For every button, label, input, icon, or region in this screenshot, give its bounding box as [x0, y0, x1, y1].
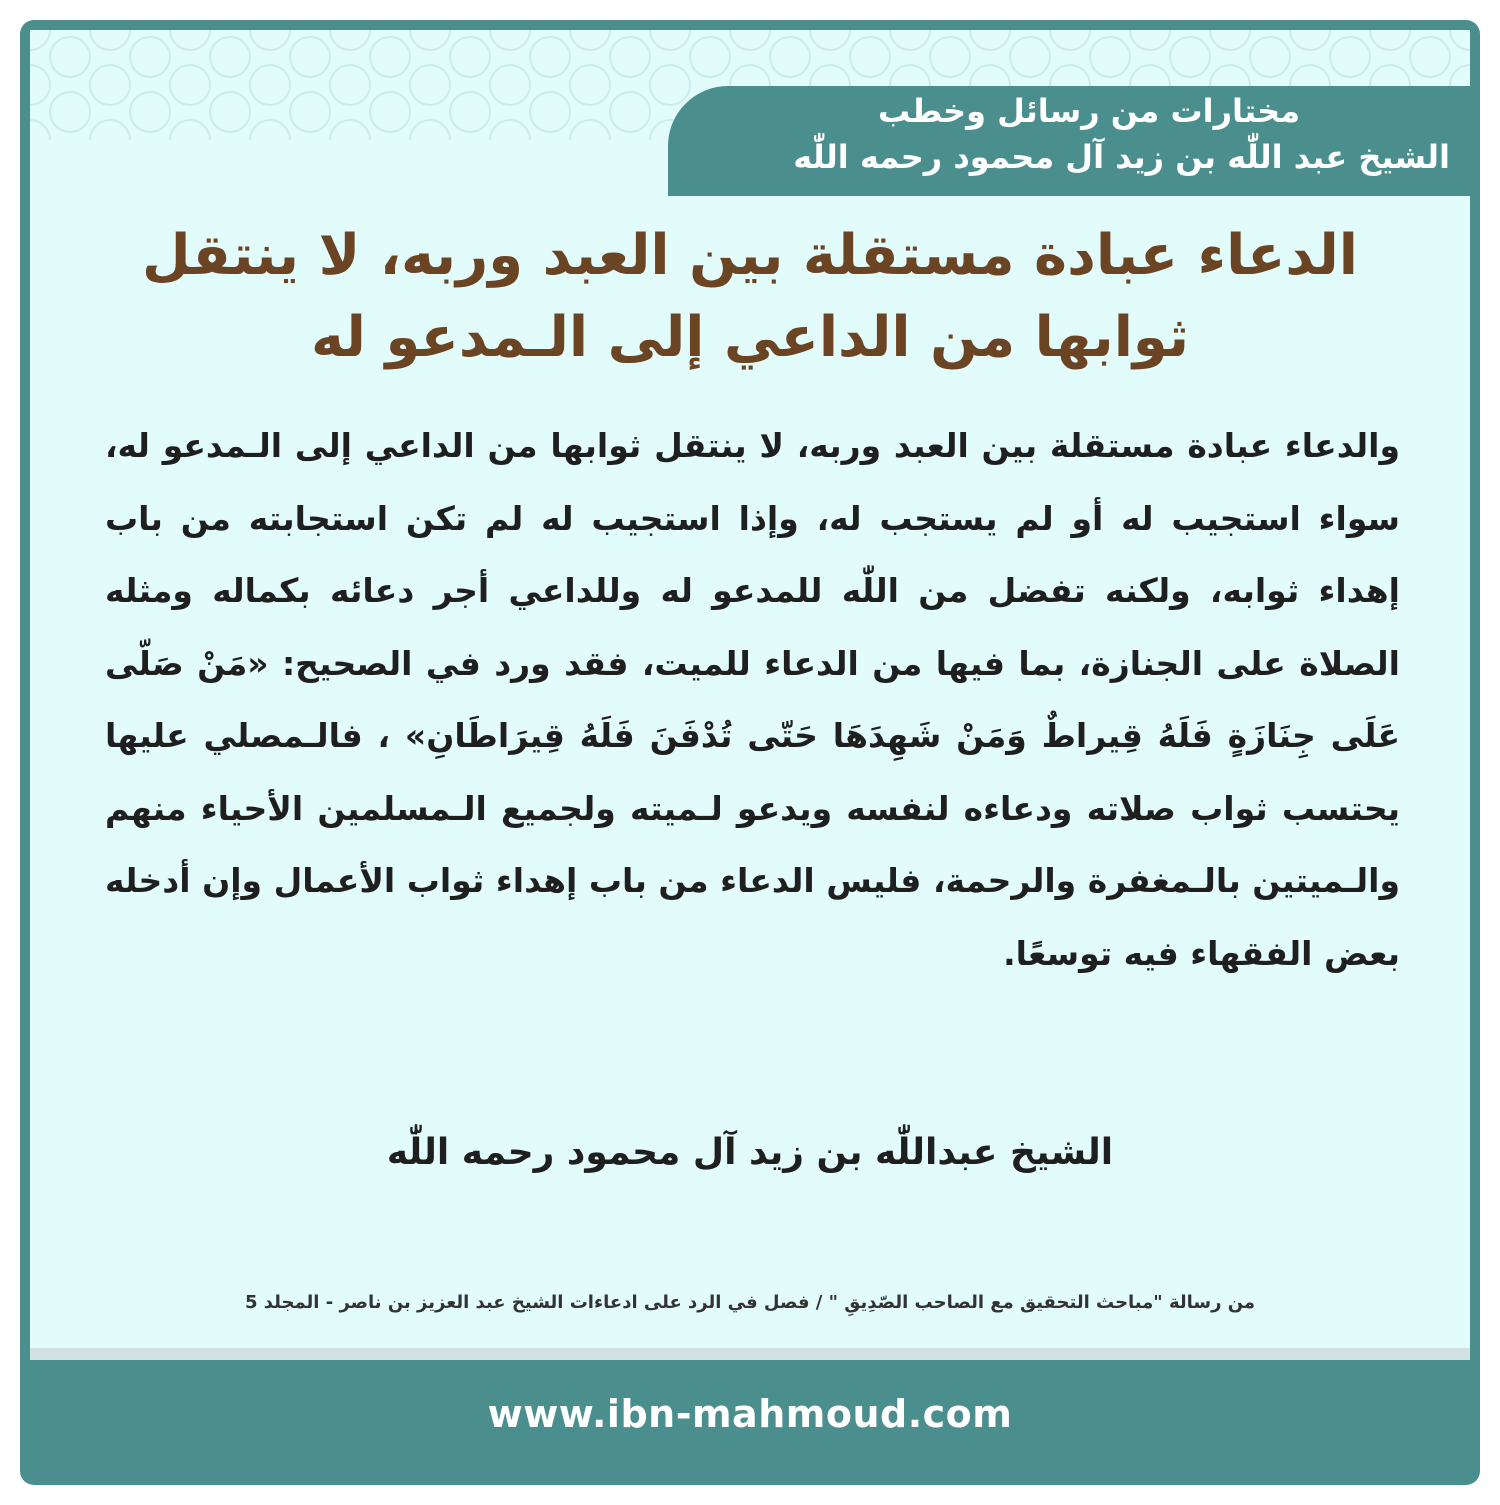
- header-author: الشيخ عبد اللّٰه بن زيد آل محمود رحمه اللّٰه: [793, 138, 1450, 176]
- card-bottom-shade: [30, 1348, 1470, 1360]
- header-subtitle: مختارات من رسائل وخطب: [877, 92, 1300, 130]
- article-body: والدعاء عبادة مستقلة بين العبد وربه، لا ينتقل ثوابها من الداعي إلى الـمدعو له، سواء استجيب له أو لم يستجب له، وإذا استجيب له لم تكن استجابته من باب إهداء ثوابه، ولكنه تفضل من اللّٰه للمدعو له وللداعي أجر دعائه بكماله ومثله الصلاة على الجنازة، بما فيها من الدعاء للميت، فقد ورد في الصحيح: «مَنْ صَلّى عَلَى جِنَازَةٍ فَلَهُ قِيراطٌ وَمَنْ شَهِدَهَا حَتّى تُدْفَنَ فَلَهُ قِيرَاطَانِ» ، فالـمصلي عليها يحتسب ثواب صلاته ودعاءه لنفسه ويدعو لـميته ولجميع الـمسلمين الأحياء منهم والـميتين بالـمغفرة والرحمة، فليس الدعاء من باب إهداء ثواب الأعمال وإن أدخله بعض الفقهاء فيه توسعًا.: [105, 426, 1400, 973]
- article-title: الدعاء عبادة مستقلة بين العبد وربه، لا ينتقل ثوابها من الداعي إلى الـمدعو له: [142, 223, 1358, 370]
- header-ribbon: [668, 86, 1470, 196]
- source-citation: من رسالة "مباحث التحقيق مع الصاحب الصّدِيقِ " / فصل في الرد على ادعاءات الشيخ عبد العزيز بن ناصر - المجلد 5: [244, 1292, 1256, 1313]
- website-url[interactable]: www.ibn-mahmoud.com: [487, 1392, 1013, 1436]
- author-signature: الشيخ عبداللّٰه بن زيد آل محمود رحمه اللّٰه: [386, 1132, 1114, 1173]
